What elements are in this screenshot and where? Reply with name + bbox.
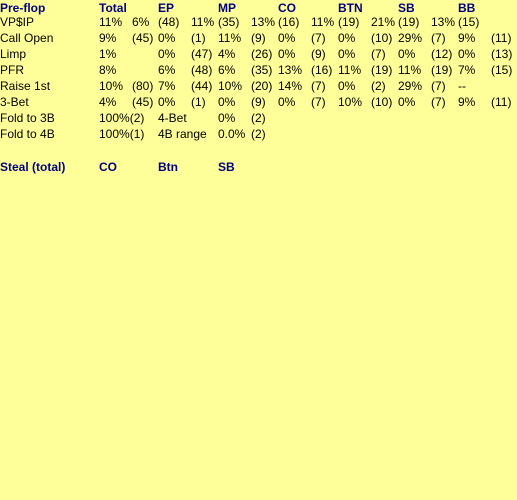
preflop-row-7-cell-0: Fold to 4B	[0, 127, 55, 141]
steal-header-2: Btn	[158, 160, 178, 174]
preflop-header-7: BB	[458, 1, 476, 15]
preflop-row-3-cell-8: (16)	[311, 63, 333, 77]
preflop-row-2-cell-3: 0%	[158, 47, 176, 61]
preflop-row-0-cell-8: 11%	[311, 15, 335, 29]
preflop-row-2-cell-7: 0%	[278, 47, 296, 61]
steal-header-0: Steal (total)	[0, 160, 66, 174]
preflop-row-1-cell-9: 0%	[338, 31, 356, 45]
preflop-row-5-cell-8: (7)	[311, 95, 326, 109]
preflop-row-4-cell-5: 10%	[218, 79, 243, 93]
preflop-row-3-cell-6: (35)	[251, 63, 273, 77]
preflop-row-1-cell-1: 9%	[99, 31, 117, 45]
preflop-row-2-cell-1: 1%	[99, 47, 117, 61]
preflop-header-0: Pre-flop	[0, 1, 46, 15]
preflop-row-5-cell-1: 4%	[99, 95, 117, 109]
preflop-row-6-cell-3: 4-Bet	[158, 111, 187, 125]
preflop-row-4-cell-1: 10%	[99, 79, 124, 93]
preflop-row-0-cell-6: 13%	[251, 15, 276, 29]
steal-header-3: SB	[218, 160, 235, 174]
preflop-row-4-cell-2: (80)	[132, 79, 154, 93]
preflop-row-5-cell-4: (1)	[191, 95, 206, 109]
preflop-row-5-cell-14: (11)	[491, 95, 512, 109]
preflop-row-2-cell-12: (12)	[431, 47, 453, 61]
preflop-row-1-cell-5: 11%	[218, 31, 242, 45]
preflop-row-3-cell-7: 13%	[278, 63, 303, 77]
preflop-row-2-cell-4: (47)	[191, 47, 213, 61]
preflop-row-6-cell-6: (2)	[251, 111, 266, 125]
preflop-row-0-cell-5: (35)	[218, 15, 240, 29]
preflop-row-3-cell-4: (48)	[191, 63, 213, 77]
preflop-row-3-cell-5: 6%	[218, 63, 236, 77]
preflop-row-4-cell-13: --	[458, 79, 466, 93]
preflop-row-1-cell-8: (7)	[311, 31, 326, 45]
preflop-row-3-cell-10: (19)	[371, 63, 393, 77]
preflop-row-5-cell-6: (9)	[251, 95, 266, 109]
preflop-row-5-cell-9: 10%	[338, 95, 363, 109]
preflop-row-7-cell-6: (2)	[251, 127, 266, 141]
preflop-row-6-cell-5: 0%	[218, 111, 236, 125]
preflop-row-5-cell-2: (45)	[132, 95, 154, 109]
preflop-row-2-cell-13: 0%	[458, 47, 476, 61]
preflop-row-0-cell-13: (15)	[458, 15, 480, 29]
preflop-row-5-cell-12: (7)	[431, 95, 446, 109]
preflop-row-3-cell-0: PFR	[0, 63, 24, 77]
preflop-header-2: EP	[158, 1, 175, 15]
preflop-row-1-cell-4: (1)	[191, 31, 206, 45]
preflop-row-0-cell-10: 21%	[371, 15, 396, 29]
preflop-row-1-cell-11: 29%	[398, 31, 423, 45]
preflop-row-4-cell-4: (44)	[191, 79, 213, 93]
preflop-row-0-cell-0: VP$IP	[0, 15, 35, 29]
preflop-row-2-cell-0: Limp	[0, 47, 27, 61]
preflop-header-6: SB	[398, 1, 415, 15]
preflop-row-2-cell-5: 4%	[218, 47, 236, 61]
preflop-row-7-cell-5: 0.0%	[218, 127, 246, 141]
preflop-row-5-cell-0: 3-Bet	[0, 95, 29, 109]
preflop-row-5-cell-7: 0%	[278, 95, 296, 109]
preflop-row-4-cell-12: (7)	[431, 79, 446, 93]
steal-header-1: CO	[99, 160, 117, 174]
preflop-row-2-cell-9: 0%	[338, 47, 356, 61]
preflop-row-0-cell-7: (16)	[278, 15, 300, 29]
preflop-header-5: BTN	[338, 1, 363, 15]
preflop-row-5-cell-10: (10)	[371, 95, 393, 109]
preflop-row-4-cell-10: (2)	[371, 79, 386, 93]
preflop-row-6-cell-1: 100%(2)	[99, 111, 145, 125]
preflop-row-5-cell-3: 0%	[158, 95, 176, 109]
preflop-row-0-cell-1: 11%	[99, 15, 123, 29]
preflop-row-1-cell-7: 0%	[278, 31, 296, 45]
preflop-row-6-cell-0: Fold to 3B	[0, 111, 55, 125]
preflop-row-1-cell-3: 0%	[158, 31, 176, 45]
preflop-row-0-cell-11: (19)	[398, 15, 420, 29]
preflop-row-3-cell-1: 8%	[99, 63, 117, 77]
preflop-row-2-cell-14: (13)	[491, 47, 513, 61]
preflop-row-0-cell-3: (48)	[158, 15, 180, 29]
preflop-row-4-cell-7: 14%	[278, 79, 303, 93]
preflop-row-0-cell-12: 13%	[431, 15, 456, 29]
preflop-row-4-cell-9: 0%	[338, 79, 356, 93]
preflop-row-3-cell-13: 7%	[458, 63, 476, 77]
preflop-row-5-cell-5: 0%	[218, 95, 236, 109]
preflop-row-3-cell-9: 11%	[338, 63, 362, 77]
preflop-row-5-cell-13: 9%	[458, 95, 476, 109]
preflop-row-5-cell-11: 0%	[398, 95, 416, 109]
preflop-row-7-cell-3: 4B range	[158, 127, 207, 141]
preflop-row-2-cell-6: (26)	[251, 47, 273, 61]
preflop-row-1-cell-14: (11)	[491, 31, 512, 45]
preflop-row-7-cell-1: 100%(1)	[99, 127, 145, 141]
preflop-row-0-cell-2: 6%	[132, 15, 150, 29]
preflop-row-3-cell-12: (19)	[431, 63, 453, 77]
preflop-header-1: Total	[99, 1, 127, 15]
preflop-row-2-cell-11: 0%	[398, 47, 416, 61]
preflop-row-4-cell-3: 7%	[158, 79, 176, 93]
preflop-row-4-cell-11: 29%	[398, 79, 423, 93]
preflop-row-0-cell-9: (19)	[338, 15, 360, 29]
preflop-row-4-cell-0: Raise 1st	[0, 79, 51, 93]
preflop-row-4-cell-6: (20)	[251, 79, 273, 93]
preflop-header-3: MP	[218, 1, 236, 15]
preflop-row-2-cell-10: (7)	[371, 47, 386, 61]
preflop-row-3-cell-3: 6%	[158, 63, 176, 77]
preflop-row-3-cell-11: 11%	[398, 63, 422, 77]
preflop-row-4-cell-8: (7)	[311, 79, 326, 93]
preflop-row-1-cell-6: (9)	[251, 31, 266, 45]
preflop-row-1-cell-10: (10)	[371, 31, 393, 45]
preflop-row-1-cell-13: 9%	[458, 31, 476, 45]
preflop-row-1-cell-12: (7)	[431, 31, 446, 45]
preflop-row-3-cell-14: (15)	[491, 63, 513, 77]
preflop-row-2-cell-8: (9)	[311, 47, 326, 61]
preflop-row-1-cell-2: (45)	[132, 31, 154, 45]
preflop-header-4: CO	[278, 1, 296, 15]
preflop-row-1-cell-0: Call Open	[0, 31, 54, 45]
preflop-row-0-cell-4: 11%	[191, 15, 215, 29]
